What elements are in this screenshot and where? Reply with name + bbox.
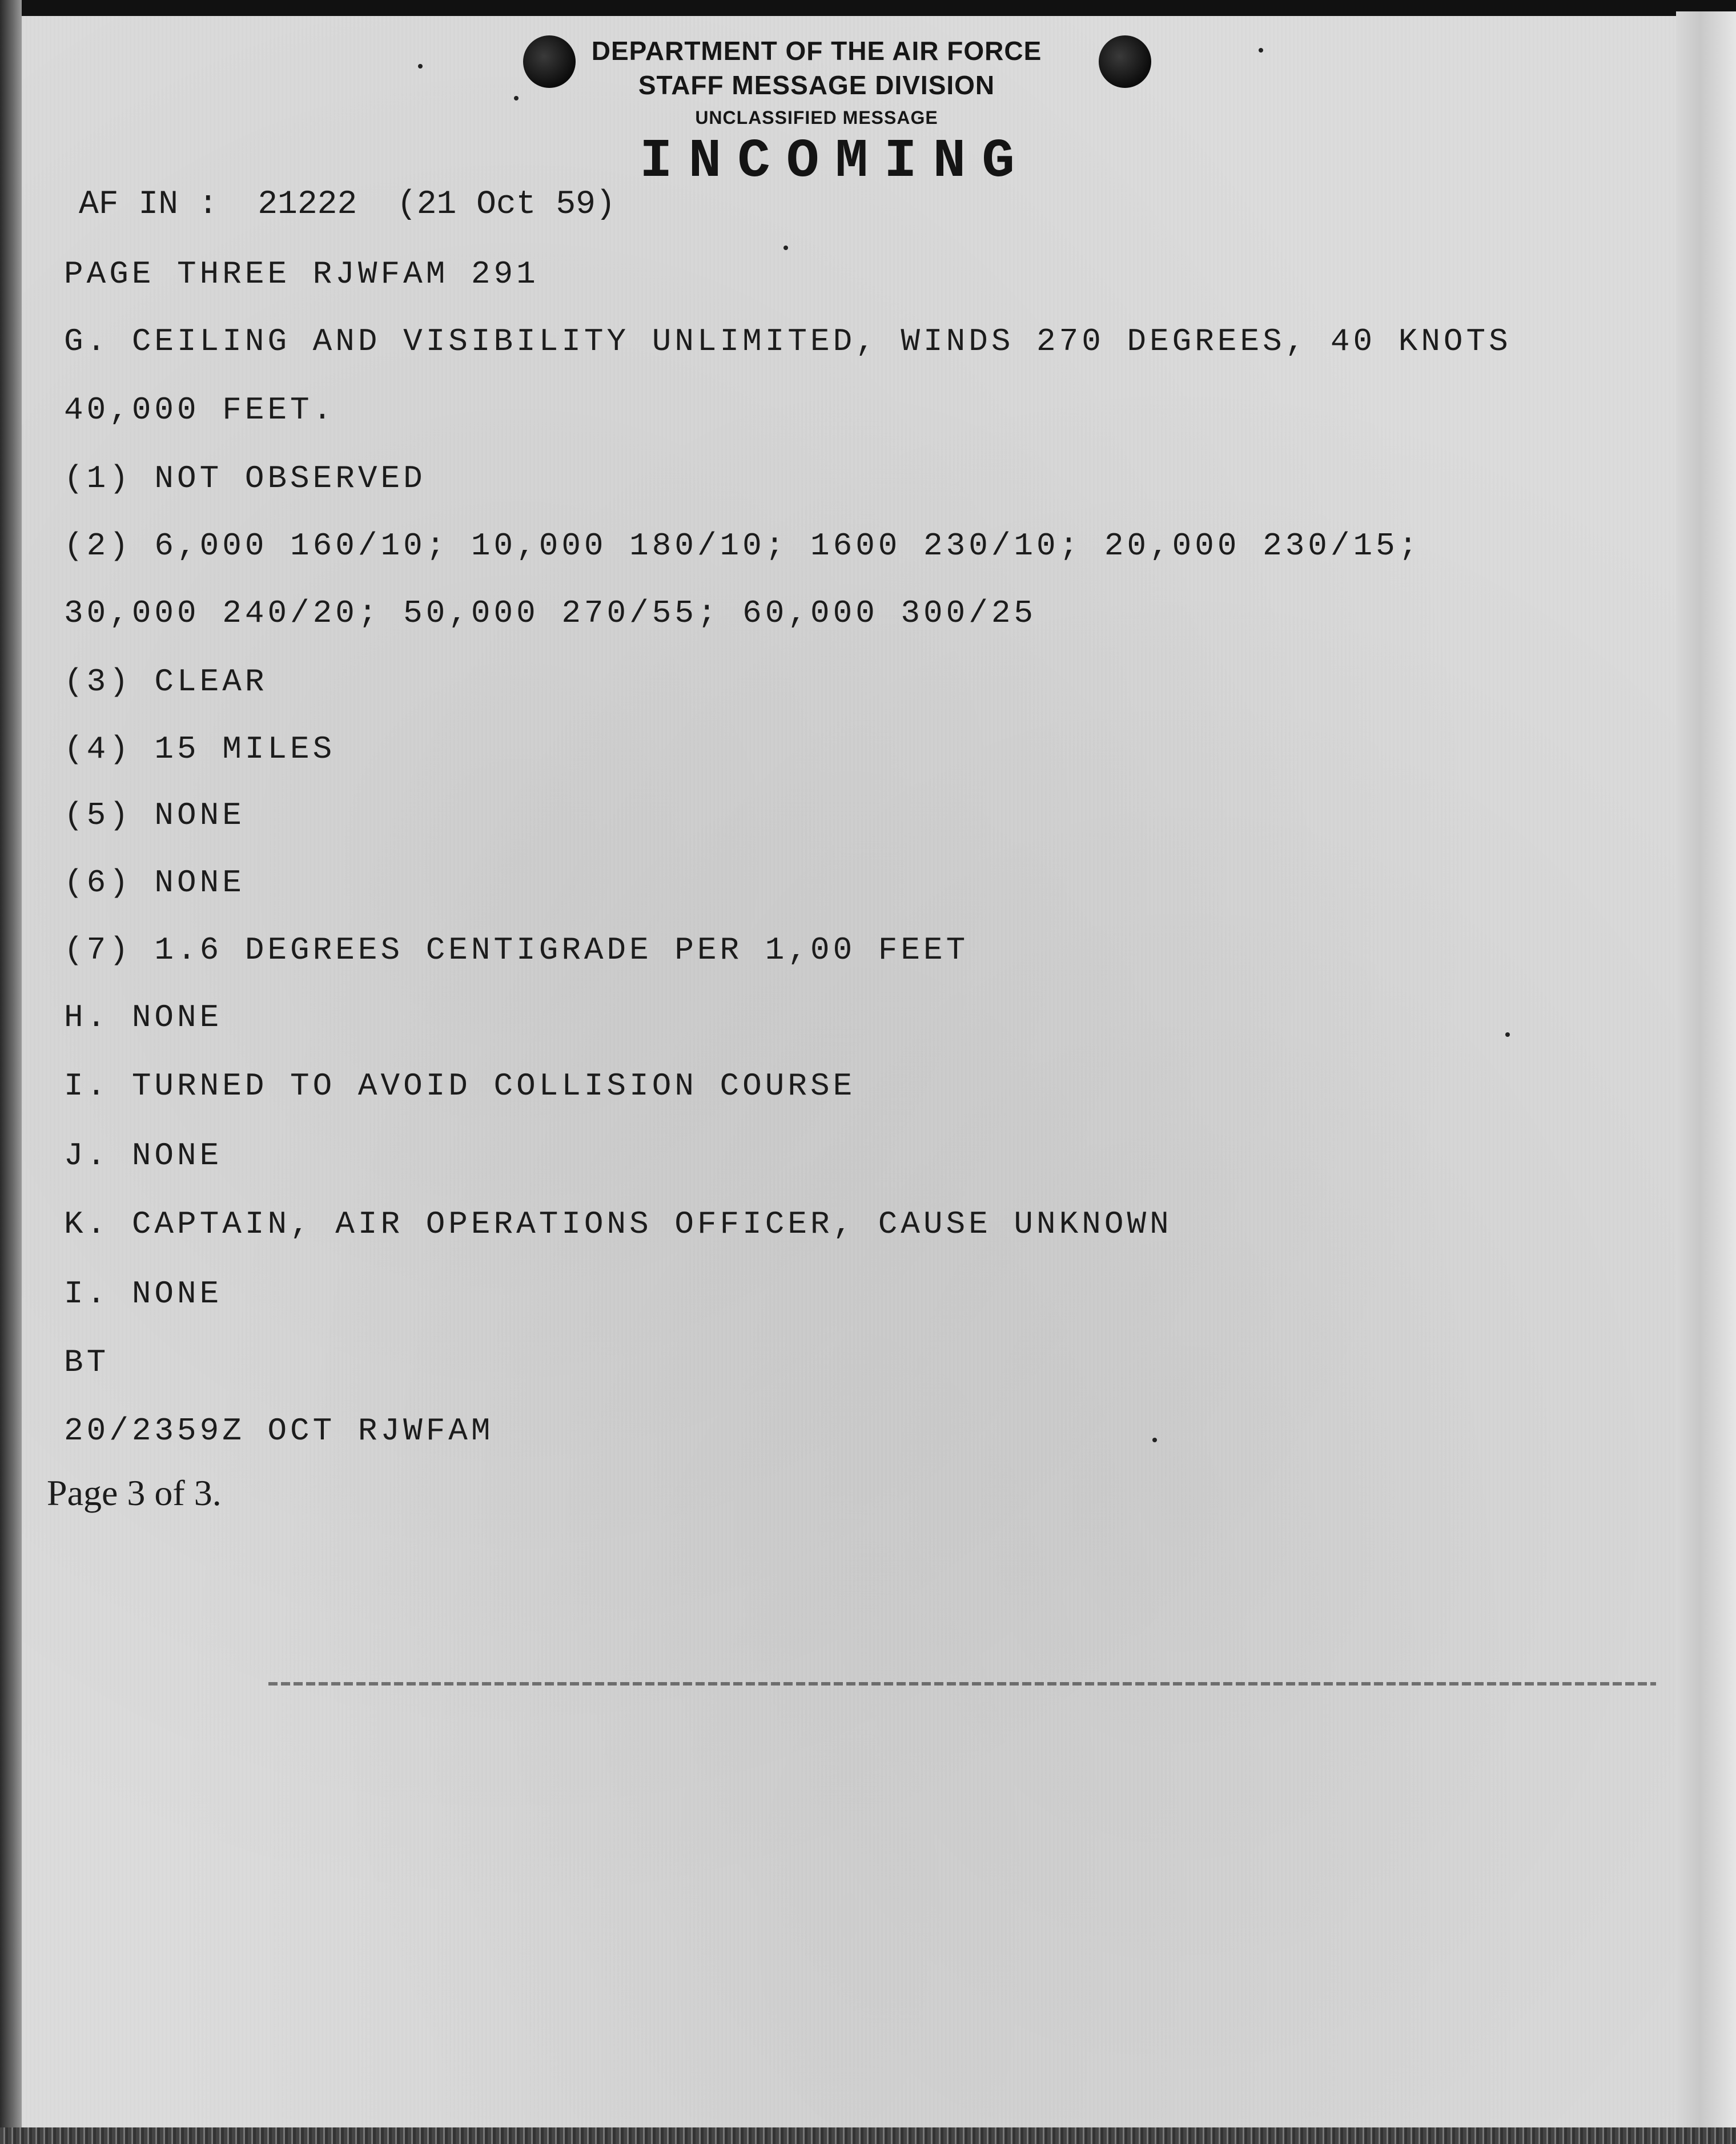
message-line: 30,000 240/20; 50,000 270/55; 60,000 300/25 [64, 595, 1037, 631]
scan-frame-left [0, 0, 22, 2144]
message-line: G. CEILING AND VISIBILITY UNLIMITED, WINDS 270 DEGREES, 40 KNOTS [64, 323, 1512, 360]
speck [1505, 1032, 1510, 1037]
division-heading: STAFF MESSAGE DIVISION [638, 70, 995, 100]
message-line: (2) 6,000 160/10; 10,000 180/10; 1600 230/10; 20,000 230/15; [64, 528, 1421, 564]
classification-label: UNCLASSIFIED MESSAGE [695, 107, 938, 128]
message-line: (6) NONE [64, 864, 245, 901]
af-in-number: AF IN : 21222 (21 Oct 59) [79, 186, 616, 223]
message-line: H. NONE [64, 999, 223, 1036]
department-heading: DEPARTMENT OF THE AIR FORCE [591, 36, 1042, 66]
message-line: K. CAPTAIN, AIR OPERATIONS OFFICER, CAUSE UNKNOWN [64, 1206, 1172, 1242]
message-line: PAGE THREE RJWFAM 291 [64, 256, 539, 292]
speck [514, 96, 519, 100]
message-line: (5) NONE [64, 797, 245, 834]
message-line: (1) NOT OBSERVED [64, 460, 426, 497]
message-line: I. NONE [64, 1276, 223, 1312]
message-line: (4) 15 MILES [64, 731, 336, 767]
dashed-divider [268, 1682, 1656, 1686]
scan-frame-top [0, 0, 1736, 16]
speck [418, 64, 423, 69]
page-footer: Page 3 of 3. [47, 1473, 222, 1513]
message-line: (7) 1.6 DEGREES CENTIGRADE PER 1,00 FEET [64, 932, 969, 968]
message-line: J. NONE [64, 1137, 223, 1174]
message-line: 40,000 FEET. [64, 392, 336, 428]
speck [783, 246, 788, 250]
message-line: BT [64, 1344, 110, 1381]
scan-frame-right [1676, 11, 1736, 2127]
message-line: 20/2359Z OCT RJWFAM [64, 1413, 494, 1449]
speck [1152, 1438, 1157, 1442]
message-line: (3) CLEAR [64, 663, 268, 700]
speck [1259, 48, 1263, 53]
incoming-stamp: INCOMING [640, 130, 1031, 192]
scan-frame-bottom [0, 2127, 1736, 2144]
message-line: I. TURNED TO AVOID COLLISION COURSE [64, 1068, 856, 1104]
